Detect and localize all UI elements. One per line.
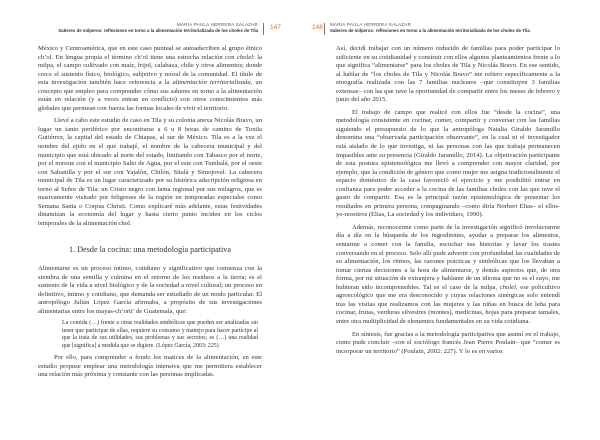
paragraph: En síntesis, fue gracias a la metodología participativa que asumí en el trabajo, como pude concluir –con el sociólogo francés Jean Pierre Poulain– que “comer es incorporar un territorio” (Poulain, 2002: 227). Y lo es en varios — [336, 330, 560, 355]
running-header-author: MARÍA PAULA HERRERA SALAZAR — [330, 22, 412, 27]
header-divider — [263, 23, 264, 35]
text: , ese policultivo agroecológico que me era desconocido y cuyas relaciones sinérgicas solo entendí tras las visitas que realizamos con las mujeres y las niñas en busca de leña para cocinar, frutas, verduras silvestres (montes), medicinas, hojas para preparar tamales, entre otra multiplicidad de elementos fundamentales en su vida cotidiana. — [336, 283, 561, 325]
text: Además, reconocerme como parte de la investigación significó involucrarme día a día en la búsqueda de los ingredientes, ayudar a preparar los alimentos, sentarme a comer con la familia, escuchar sus historias y lavar los trastes conversando en el proceso. Solo allí pude advertir con profundidad las cualidades de su alimentación, los ritmos, las razones prácticas y simbólicas que los llevaban a tomar ciertas decisiones a la hora de alimentarse, y demás aspectos que, de otra forma, por mi situación de extranjera y hablante de un idioma que no es el suyo, me hubieran sido incomprensibles. Tal es el caso de la milpa, — [336, 223, 560, 291]
running-header-title: Saberes de milperos: reflexiones en torno a la alimentación territorializada de los choles de Tila — [330, 28, 530, 33]
text: , un concepto que empleo para comprender cómo sus saberes en torno a la alimentación están en relación (y a veces entran en conflicto) con otros conocimientos más globales que permean con fuerza las formas locales de vivir el territorio. — [38, 79, 262, 112]
italic-term: cholel — [499, 283, 516, 291]
paragraph: Llevé a cabo este estudio de caso en Tila y su colonia anexa Nicolás Bravo, un lugar un tanto periférico por encontrarse a 6 u 8 horas de camino de Tuxtla Gutiérrez, la capital del estado de Chiapas, al sur de México. Tila es a la vez el nombre del ejido en el que trabajé, el nombre de la cabecera municipal y del municipio que está ubicado al norte del estado, limitando con Tabasco por el norte, por el noreste con el municipio Salto de Agua, por el este con Tumbalá, por el oeste con Sabanilla y por el sur con Yajalón, Chilón, Sitalá y Simojovel. La cabecera municipal de Tila es un lugar caracterizado por su histórica adscripción religiosa en torno al Señor de Tila: un Cristo negro con fama regional por sus milagros, que es masivamente visitado por feligreses de la región en temporadas especiales como Semana Santa o Corpus Christi. Como explicaré más adelante, estas festividades dinamizan la economía del lugar y hasta cierto punto inciden en los ciclos temporales de la alimentación chol. — [38, 117, 262, 227]
text: México y Centroamérica, que en este caso puntual se autoadscriben al grupo étnico ch’ol. En lengua propia el término ch’ol tiene una estrecha relación con — [38, 45, 262, 61]
text: : la milpa, el campo cultivado con maíz, frijol, calabaza, chile y otros alimentos; donde crece el sustento físico, biológico, subjetivo y moral de la comunidad. El título de esta investigación también hace referencia a la — [38, 53, 262, 87]
running-header-title: Saberes de milperos: reflexiones en torno a la alimentación territorializada de los choles de Tila — [58, 28, 258, 33]
page-body — [38, 45, 262, 380]
page-number: 147 — [270, 24, 281, 31]
page-number: 148 — [312, 24, 323, 31]
paragraph — [38, 45, 262, 113]
italic-term: cholel — [236, 53, 254, 61]
paragraph: Así, decidí trabajar con un número reducido de familias para poder participar lo suficiente en su cotidianidad y construir con ellos algunos planteamientos frente a lo que significa “alimentarse” para los choles de Tila y Nicolás Bravo. En ese sentido, al hablar de “los choles de Tila y Nicolás Bravo” me refiero específicamente a la etnografía realizada con las 7 familias nucleares –que constituyen 3 familias extensas– con las que tuve la oportunidad de compartir entre los meses de febrero y junio del año 2015. — [336, 45, 560, 104]
section-heading: 1. Desde la cocina: una metodología participativa — [68, 245, 232, 255]
header-divider — [324, 23, 325, 35]
page-body — [336, 45, 560, 356]
italic-term: alimentación territorializada — [172, 79, 251, 87]
paragraph: Por ello, para comprender a fondo los matices de la alimentación, en este estudio propuse emplear una metodología intensiva que me permitiera establecer una relación más próxima y constante con las personas implicadas. — [38, 354, 262, 379]
paragraph — [336, 224, 560, 327]
block-quote: La comida (…) frente a otras realidades simbólicas que pueden ser analizadas sin tener que participar de ellas, requiere su consumo y manejo para hacer partícipe al que la trata de sus utilidades, sus problemas y sus secretos; es (…) una realidad que [significa] a medida que se digiere. (López García, 2003: 225) — [62, 320, 258, 349]
paragraph: El trabajo de campo que realicé con ellos fue “desde la cocina”, una metodología consistente en cocinar, comer, compartir y conversar con las familias siguiendo el presupuesto de lo que la antropóloga Natalia Giraldo Jaramillo denomina una “observada participación observante”, en la cual ni el investigador está aislado de lo que investiga, ni las personas con las que trabaja permanecen impasibles ante su presencia (Giraldo Jaramillo, 2014). La objetivación participante de esta postura epistemológica me llevó a comprender con mayor claridad, por ejemplo, que la condición de género que como mujer me asigna tradicionalmente el espacio doméstico de la casa favoreció el ejercicio y me posibilitó entrar en confianza para poder acceder a la cocina de las familias choles con las que tuve el gusto de compartir. Esa es la principal razón epistemológica de presentar los resultados en primera persona, compaginando –como diría Norbert Elias– el ellos-yo-nosotros (Elias, La sociedad y los individuos, 1990). — [336, 108, 560, 219]
right-page — [300, 0, 600, 440]
running-header-author: MARÍA PAULA HERRERA SALAZAR — [176, 22, 258, 27]
paragraph: Alimentarse es un proceso íntimo, cotidiano y significativo que comienza con la siembra de una semilla y culmina en el retorno de los residuos a la tierra; es el sustento de la vida a nivel biológico y de la sociedad a nivel cultural; un proceso en definitivo, íntimo y cotidiano, que demanda ser estudiado de un modo particular. El antropólogo Julián López García afirmaba, a propósito de sus investigaciones alimentarias entre los mayas-ch’orti’ de Guatemala, que: — [38, 265, 262, 315]
